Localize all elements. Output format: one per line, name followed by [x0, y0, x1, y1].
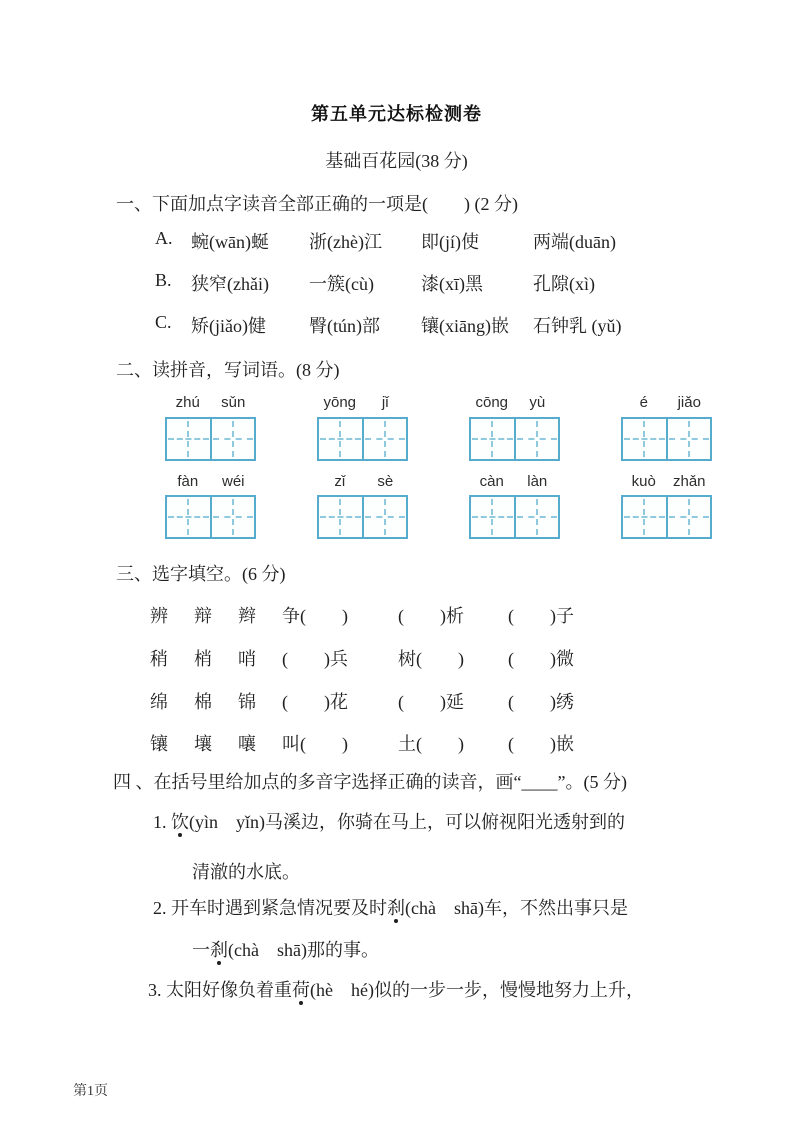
option-word: 两端(duān): [533, 232, 616, 252]
pinyin-label: [165, 473, 256, 490]
writing-grid: [469, 417, 560, 461]
candidate-chars: 镶 壤 嚷: [150, 734, 260, 754]
question-text: 3. 太阳好像负着重: [148, 980, 292, 1000]
fill-blank: ( )子: [508, 606, 574, 626]
pinyin-syllable: yù: [529, 394, 546, 411]
section1-heading: 一、下面加点字读音全部正确的一项是( ) (2 分): [116, 194, 518, 214]
question-text: 一: [192, 940, 210, 960]
pinyin-syllable: é: [639, 394, 648, 411]
writing-grid: [469, 495, 560, 539]
question-text: 清澈的水底。: [192, 862, 300, 882]
fill-blank: ( )延: [398, 692, 464, 712]
option-word: 臀(tún)部: [309, 316, 380, 336]
option-row-a: [155, 228, 616, 254]
fill-blank: ( )嵌: [508, 734, 574, 754]
question-item-line: [192, 936, 379, 962]
writing-cell: [668, 419, 711, 459]
pinyin-syllable: jǐ: [381, 394, 389, 411]
section4-heading: 四 、在括号里给加点的多音字选择正确的读音，画“____”。(5 分): [113, 772, 627, 792]
writing-grid: [165, 417, 256, 461]
writing-cell: [471, 419, 516, 459]
fill-blank: 树( ): [398, 649, 464, 669]
option-word: 狭窄(zhǎi): [191, 274, 269, 294]
question-text: 2. 开车时遇到紧急情况要及时: [153, 898, 387, 918]
fill-row: [150, 730, 574, 756]
writing-cell: [167, 497, 212, 537]
question-item-line: [153, 894, 628, 920]
pinyin-syllable: cōng: [475, 394, 509, 411]
pinyin-label: [621, 473, 712, 490]
section2-heading: 二、读拼音，写词语。(8 分): [116, 360, 340, 380]
fill-blank: ( )花: [282, 692, 348, 712]
pinyin-syllable: sè: [377, 473, 394, 490]
page-number: 第1页: [73, 1084, 108, 1099]
writing-cell: [516, 419, 559, 459]
pinyin-label: [469, 473, 560, 490]
writing-cell: [319, 419, 364, 459]
pinyin-syllable: zhú: [175, 394, 200, 411]
pinyin-label: [317, 394, 408, 411]
question-text: 1.: [153, 812, 171, 832]
writing-grid: [317, 495, 408, 539]
fill-blank: ( )兵: [282, 649, 348, 669]
writing-grid: [165, 495, 256, 539]
writing-cell: [212, 497, 255, 537]
section-banner: 基础百花园(38 分): [325, 151, 468, 171]
question-text: (chà shā)那的事。: [228, 940, 379, 960]
candidate-chars: 稍 梢 哨: [150, 649, 260, 669]
page-title: 第五单元达标检测卷: [311, 104, 482, 124]
question-item-line: [192, 858, 300, 884]
question-item-line: [148, 976, 644, 1002]
pinyin-syllable: càn: [479, 473, 504, 490]
dotted-char: 刹: [387, 898, 405, 918]
writing-grid: [621, 495, 712, 539]
fill-row: [150, 645, 574, 671]
fill-blank: ( )绣: [508, 692, 574, 712]
option-word: 矫(jiǎo)健: [191, 316, 266, 336]
dotted-char: 刹: [210, 940, 228, 960]
writing-cell: [319, 497, 364, 537]
pinyin-label: [165, 394, 256, 411]
writing-cell: [167, 419, 212, 459]
pinyin-label: [621, 394, 712, 411]
option-word: 一簇(cù): [309, 274, 374, 294]
writing-cell: [623, 419, 668, 459]
writing-cell: [623, 497, 668, 537]
option-word: 即(jí)使: [421, 232, 479, 252]
pinyin-syllable: zhǎn: [672, 473, 706, 490]
option-label: A.: [155, 228, 173, 248]
writing-cell: [471, 497, 516, 537]
dotted-char: 饮: [171, 812, 189, 832]
option-row-c: [155, 312, 622, 338]
pinyin-syllable: fàn: [177, 473, 199, 490]
fill-blank: 叫( ): [282, 734, 348, 754]
pinyin-syllable: làn: [527, 473, 548, 490]
fill-blank: ( )析: [398, 606, 464, 626]
pinyin-syllable: sǔn: [221, 394, 246, 411]
writing-grid: [317, 417, 408, 461]
option-row-b: [155, 270, 595, 296]
pinyin-syllable: zǐ: [334, 473, 346, 490]
writing-cell: [668, 497, 711, 537]
section3-heading: 三、选字填空。(6 分): [116, 564, 286, 584]
candidate-chars: 绵 棉 锦: [150, 692, 260, 712]
fill-blank: 土( ): [398, 734, 464, 754]
writing-cell: [212, 419, 255, 459]
option-word: 孔隙(xì): [533, 274, 595, 294]
question-text: (chà shā)车，不然出事只是: [405, 898, 628, 918]
pinyin-label: [317, 473, 408, 490]
writing-cell: [364, 497, 407, 537]
option-word: 石钟乳 (yǔ): [533, 316, 622, 336]
question-text: (hè hé)似的一步一步，慢慢地努力上升，: [310, 980, 644, 1000]
option-word: 镶(xiāng)嵌: [421, 316, 509, 336]
dotted-char: 荷: [292, 980, 310, 1000]
pinyin-syllable: wéi: [221, 473, 245, 490]
fill-blank: 争( ): [282, 606, 348, 626]
candidate-chars: 辨 辩 辫: [150, 606, 260, 626]
question-item-line: [153, 808, 625, 834]
option-label: C.: [155, 312, 172, 332]
pinyin-syllable: kuò: [631, 473, 656, 490]
fill-row: [150, 602, 574, 628]
option-word: 浙(zhè)江: [309, 232, 382, 252]
question-text: (yìn yǐn)马溪边，你骑在马上，可以俯视阳光透射到的: [189, 812, 625, 832]
writing-cell: [364, 419, 407, 459]
pinyin-syllable: jiǎo: [677, 394, 701, 411]
option-word: 漆(xī)黑: [421, 274, 483, 294]
writing-grid: [621, 417, 712, 461]
option-word: 蜿(wān)蜒: [191, 232, 269, 252]
writing-cell: [516, 497, 559, 537]
pinyin-syllable: yōng: [323, 394, 357, 411]
option-label: B.: [155, 270, 172, 290]
pinyin-label: [469, 394, 560, 411]
fill-row: [150, 688, 574, 714]
fill-blank: ( )微: [508, 649, 574, 669]
